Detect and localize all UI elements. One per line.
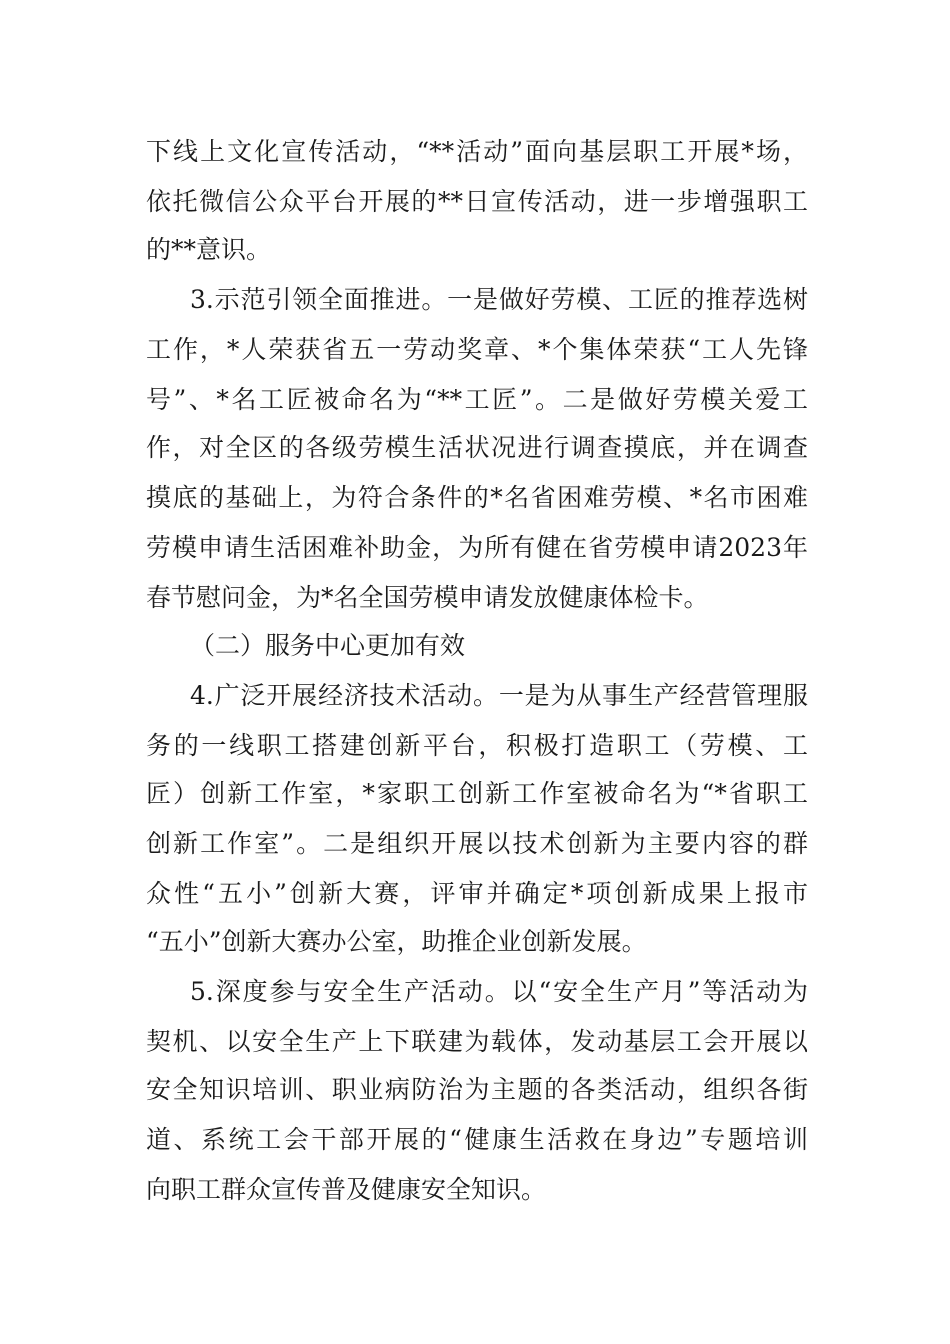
text-line: 4.广泛开展经济技术活动。一是为从事生产经营管理服 [190,681,808,710]
text-line: 下线上文化宣传活动，“**活动”面向基层职工开展*场， [146,137,808,166]
text-line: 务的一线职工搭建创新平台，积极打造职工（劳模、工 [146,731,808,760]
text-line: 的**意识。 [146,235,272,264]
text-line: “五小”创新大赛办公室，助推企业创新发展。 [146,927,647,956]
text-line: 依托微信公众平台开展的**日宣传活动，进一步增强职工 [146,187,808,216]
text-line: 契机、以安全生产上下联建为载体，发动基层工会开展以 [146,1027,808,1056]
text-line: 道、系统工会干部开展的“健康生活救在身边”专题培训 [146,1125,808,1154]
text-line: 众性“五小”创新大赛，评审并确定*项创新成果上报市 [146,879,808,908]
text-line: 作，对全区的各级劳模生活状况进行调查摸底，并在调查 [146,433,808,462]
text-line: 春节慰问金，为*名全国劳模申请发放健康体检卡。 [146,583,709,612]
text-line: 劳模申请生活困难补助金，为所有健在省劳模申请2023年 [146,533,808,562]
text-line: 摸底的基础上，为符合条件的*名省困难劳模、*名市困难 [146,483,808,512]
text-line: 5.深度参与安全生产活动。以“安全生产月”等活动为 [190,977,808,1006]
text-line: 创新工作室”。二是组织开展以技术创新为主要内容的群 [146,829,808,858]
text-line: 工作，*人荣获省五一劳动奖章、*个集体荣获“工人先锋 [146,335,808,364]
text-line: 向职工群众宣传普及健康安全知识。 [146,1175,547,1204]
text-line: 安全知识培训、职业病防治为主题的各类活动，组织各街 [146,1075,808,1104]
text-line: 匠）创新工作室，*家职工创新工作室被命名为“*省职工 [146,779,808,808]
text-line: （二）服务中心更加有效 [190,631,466,660]
text-line: 号”、*名工匠被命名为“**工匠”。二是做好劳模关爱工 [146,385,808,414]
text-line: 3.示范引领全面推进。一是做好劳模、工匠的推荐选树 [190,285,808,314]
